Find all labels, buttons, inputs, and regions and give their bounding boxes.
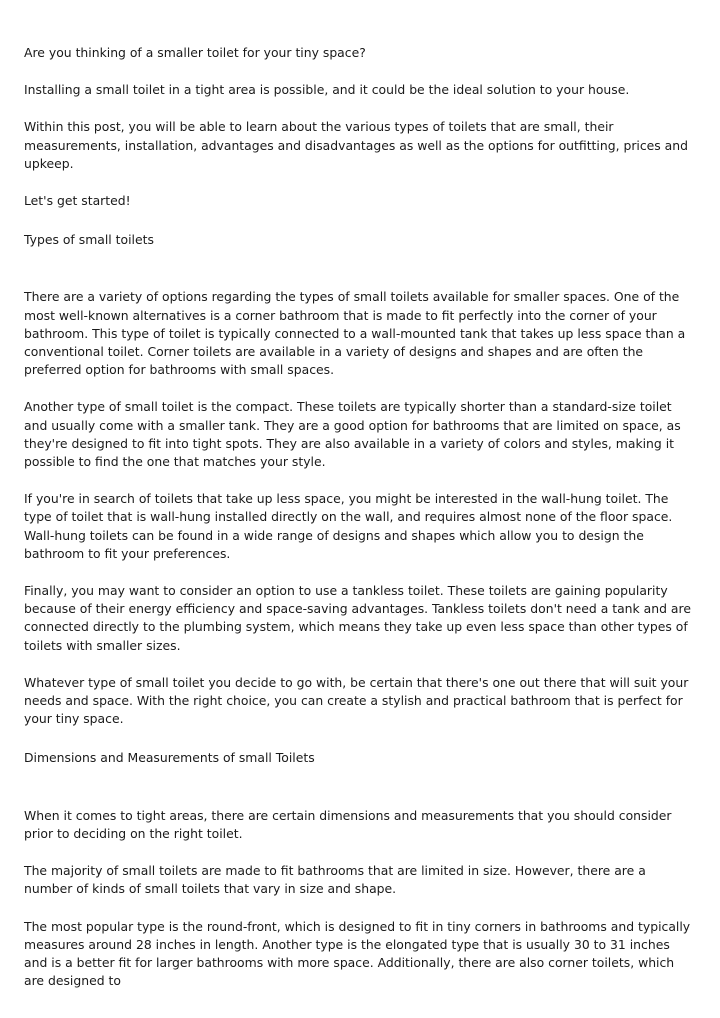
body-paragraph: If you're in search of toilets that take up less space, you might be interested in the wall-hung toilet. The type of toilet that is wall-hung installed directly on the wall, and requires almost none of the floor space. Wall-hung toilets can be found in a wide range of designs and shapes which allow you to design the bathroom to fit your preferences. xyxy=(24,491,673,561)
body-paragraph: The majority of small toilets are made to fit bathrooms that are limited in size. However, there are a number of kinds of small toilets that vary in size and shape. xyxy=(24,863,646,897)
body-paragraph: Finally, you may want to consider an option to use a tankless toilet. These toilets are gaining popularity because of their energy efficiency and space-saving advantages. Tankless toilets don't need a tank and are connected directly to the plumbing system, which means they take up even less space than other types of toilets with smaller sizes. xyxy=(24,583,691,653)
body-paragraph: There are a variety of options regarding the types of small toilets available for smaller spaces. One of the most well-known alternatives is a corner bathroom that is made to fit perfectly into the corner of your bathroom. This type of toilet is typically connected to a wall-mounted tank that takes up less space than a conventional toilet. Corner toilets are available in a variety of designs and shapes and are often the preferred option for bathrooms with small spaces. xyxy=(24,289,686,378)
section-heading-types: Types of small toilets xyxy=(24,232,154,248)
intro-paragraph: Installing a small toilet in a tight area is possible, and it could be the ideal solution to your house. xyxy=(24,82,630,98)
section-heading-dimensions: Dimensions and Measurements of small Toilets xyxy=(24,750,315,766)
intro-paragraph: Let's get started! xyxy=(24,193,131,209)
body-paragraph: Whatever type of small toilet you decide to go with, be certain that there's one out there that will suit your needs and space. With the right choice, you can create a stylish and practical bathroom that is perfect for your tiny space. xyxy=(24,674,689,727)
body-paragraph: The most popular type is the round-front, which is designed to fit in tiny corners in bathrooms and typically measures around 28 inches in length. Another type is the elongated type that is usually 30 to 31 inches and is a better fit for larger bathrooms with more space. Additionally, there are also corner toilets, which are designed to xyxy=(24,918,691,989)
body-paragraph: When it comes to tight areas, there are certain dimensions and measurements that you should consider prior to deciding on the right toilet. xyxy=(24,807,672,841)
intro-paragraph: Within this post, you will be able to learn about the various types of toilets that are small, their measurements, installation, advantages and disadvantages as well as the options for outfitting, prices and upkeep. xyxy=(24,119,688,171)
intro-question: Are you thinking of a smaller toilet for your tiny space? xyxy=(24,45,366,60)
document-body xyxy=(24,44,696,1009)
body-paragraph: Another type of small toilet is the compact. These toilets are typically shorter than a standard-size toilet and usually come with a smaller tank. They are a good option for bathrooms that are limited on space, as they're designed to fit into tight spots. They are also available in a variety of colors and styles, making it possible to find the one that matches your style. xyxy=(24,399,681,470)
